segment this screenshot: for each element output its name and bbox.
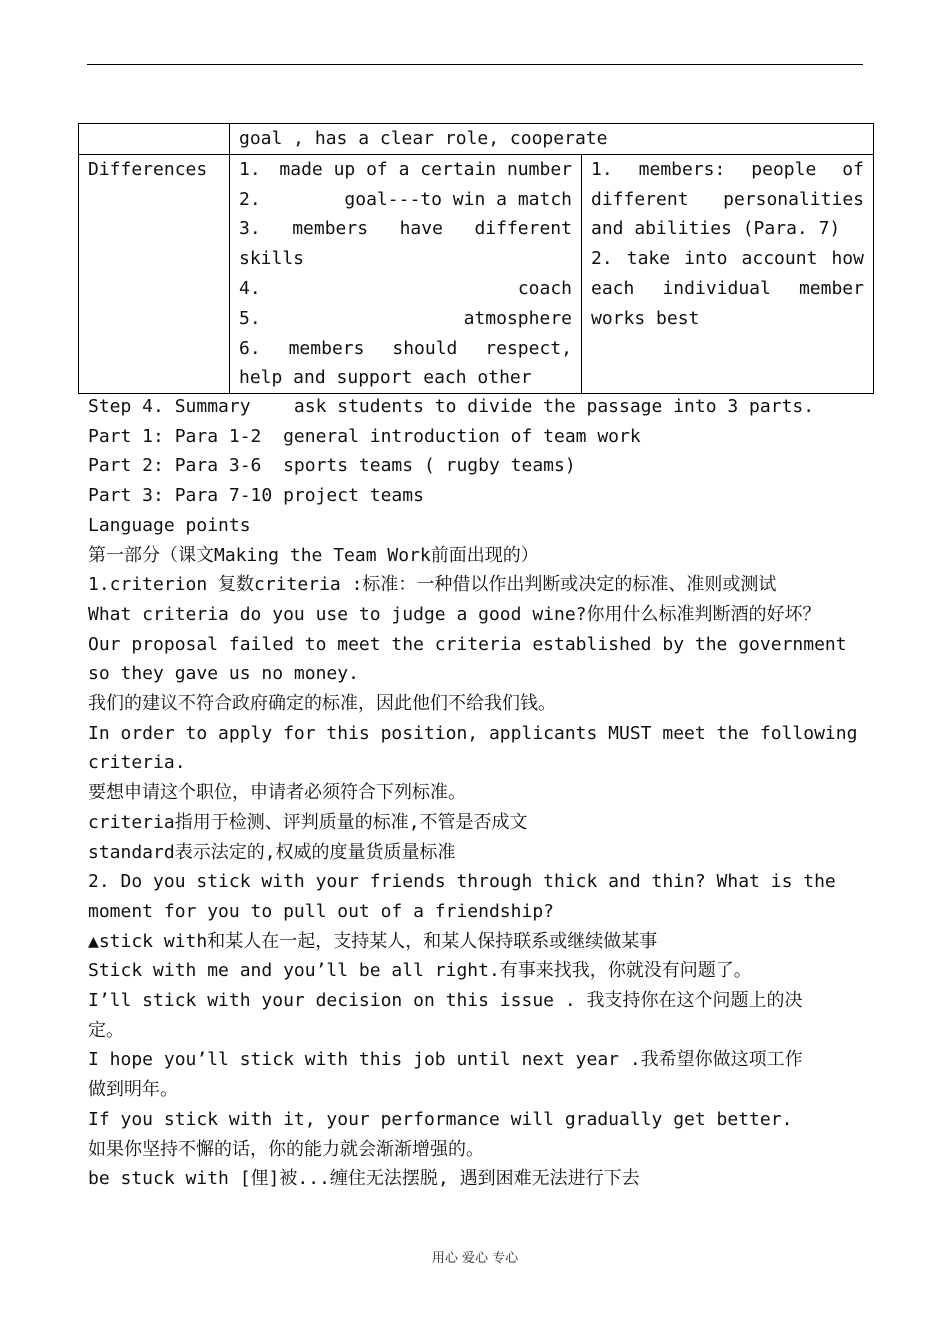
project-difference-word: member <box>798 277 864 299</box>
project-difference-word: account <box>741 248 818 270</box>
project-difference-line <box>591 155 864 185</box>
project-difference-line <box>591 304 864 334</box>
page-footer: 用心 爱心 专心 <box>431 1251 519 1266</box>
sports-difference-word: made up of a certain number <box>279 158 572 180</box>
project-difference-word: into <box>684 248 728 270</box>
sports-difference-word: goal---to win a match <box>344 188 572 210</box>
text-line: I’ll stick with your decision on this issue . 我支持你在这个问题上的决 <box>88 990 803 1012</box>
sports-difference-word: should <box>392 337 458 359</box>
text-line: Stick with me and you’ll be all right.有事来找我，你就没有问题了。 <box>88 960 752 982</box>
sports-difference-word: skills <box>239 248 305 270</box>
comparison-table <box>78 123 874 394</box>
sports-difference-line <box>239 185 572 215</box>
text-line: ▲stick with和某人在一起，支持某人，和某人保持联系或继续做某事 <box>88 930 658 952</box>
project-difference-line <box>591 244 864 274</box>
table-row <box>79 154 874 393</box>
text-line: Language points <box>88 514 251 536</box>
text-line: 定。 <box>88 1019 124 1041</box>
sports-difference-word: different <box>474 218 572 240</box>
common-features-text: goal , has a clear role, cooperate <box>239 128 608 149</box>
text-line: 做到明年。 <box>88 1079 178 1101</box>
sports-difference-word: coach <box>517 277 572 299</box>
text-line: 2. Do you stick with your friends through thick and thin? What is the <box>88 871 836 893</box>
text-line: standard表示法定的,权威的度量货质量标准 <box>88 841 456 863</box>
text-line: 要想申请这个职位，申请者必须符合下列标准。 <box>88 782 466 804</box>
project-difference-word: take <box>626 248 671 270</box>
sports-difference-word: 2. <box>239 188 261 210</box>
text-line: moment for you to pull out of a friendship? <box>88 900 554 922</box>
text-line: 我们的建议不符合政府确定的标准，因此他们不给我们钱。 <box>88 693 556 715</box>
sports-difference-word: help and support each other <box>239 367 532 389</box>
sports-difference-line <box>239 274 572 304</box>
sports-difference-line <box>239 244 572 274</box>
text-line: be stuck with [俚]被...缠住无法摆脱, 遇到困难无法进行下去 <box>88 1168 640 1190</box>
project-difference-word: each <box>591 277 635 299</box>
text-line: Part 1: Para 1-2 general introduction of team work <box>88 425 641 447</box>
sports-difference-word: 6. <box>239 337 261 359</box>
project-difference-word: individual <box>662 277 771 299</box>
sports-difference-word: 4. <box>239 277 261 299</box>
sports-difference-word: atmosphere <box>463 307 572 329</box>
header-rule <box>87 64 863 65</box>
project-difference-word: works best <box>591 307 700 329</box>
table-row <box>79 124 874 155</box>
text-line: Part 3: Para 7-10 project teams <box>88 485 424 507</box>
sports-difference-line <box>239 304 572 334</box>
project-difference-word: members: <box>638 158 726 180</box>
project-difference-word: personalities <box>723 188 864 210</box>
table-cell-empty <box>79 124 230 155</box>
sports-difference-word: 1. <box>239 158 261 180</box>
text-line: If you stick with it, your performance will gradually get better. <box>88 1108 793 1130</box>
project-difference-word: different <box>591 188 689 210</box>
project-difference-line <box>591 214 864 244</box>
text-line: so they gave us no money. <box>88 663 359 685</box>
text-line: I hope you’ll stick with this job until next year .我希望你做这项工作 <box>88 1049 803 1071</box>
project-difference-word: people <box>751 158 817 180</box>
sports-difference-line <box>239 155 572 185</box>
sports-difference-line <box>239 363 572 393</box>
body-text <box>88 392 864 1194</box>
sports-difference-word: 3. <box>239 218 261 240</box>
text-line: 如果你坚持不懈的话，你的能力就会渐渐增强的。 <box>88 1138 484 1160</box>
text-line: Part 2: Para 3-6 sports teams ( rugby teams) <box>88 455 576 477</box>
text-line: Step 4. Summary ask students to divide the passage into 3 parts. <box>88 396 815 417</box>
text-line: 第一部分（课文Making the Team Work前面出现的） <box>88 544 539 566</box>
text-line: What criteria do you use to judge a good wine?你用什么标准判断酒的好坏？ <box>88 603 821 625</box>
project-difference-word: 1. <box>591 158 613 180</box>
text-line: criteria指用于检测、评判质量的标准,不管是否成文 <box>88 811 528 833</box>
sports-difference-word: members <box>292 218 369 240</box>
sports-difference-word: respect, <box>485 337 572 359</box>
project-difference-word: and abilities (Para. 7) <box>591 218 841 240</box>
text-line: In order to apply for this position, applicants MUST meet the following <box>88 722 858 744</box>
differences-label: Differences <box>79 154 230 393</box>
project-team-differences <box>582 154 874 393</box>
text-line: Our proposal failed to meet the criteria established by the government <box>88 633 847 655</box>
sports-difference-line <box>239 334 572 364</box>
project-difference-line <box>591 185 864 215</box>
sports-difference-word: 5. <box>239 307 261 329</box>
project-difference-line <box>591 274 864 304</box>
sports-difference-word: members <box>288 337 365 359</box>
sports-difference-line <box>239 214 572 244</box>
project-difference-word: how <box>831 248 864 270</box>
sports-team-differences <box>230 154 582 393</box>
project-difference-word: 2. <box>591 248 613 270</box>
text-line: 1.criterion 复数criteria :标准：一种借以作出判断或决定的标准、准则或测试 <box>88 574 777 596</box>
table-cell-common-features <box>230 124 874 155</box>
project-difference-word: of <box>842 158 864 180</box>
sports-difference-word: have <box>399 218 443 240</box>
text-line: criteria. <box>88 752 186 774</box>
